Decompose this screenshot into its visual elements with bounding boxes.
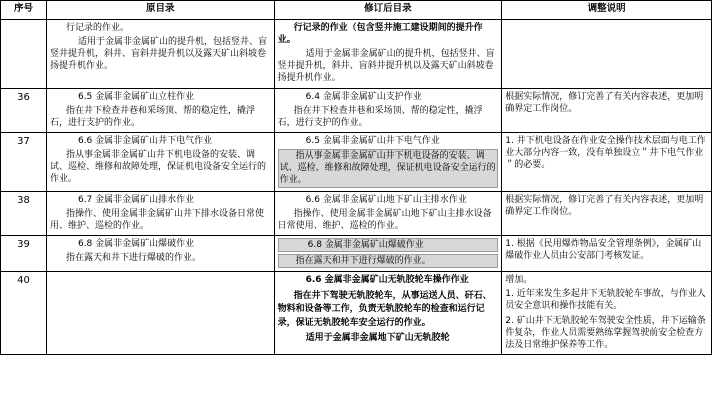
paragraph: 1. 近年来发生多起井下无轨胶轮车事故，与作业人员安全意识和操作技能有关。 [505,289,706,312]
revised-cell [274,88,502,132]
note-cell [502,235,712,271]
table-header-row [1,1,712,20]
paragraph: 6.5 金属非金属矿山井下电气作业 [305,135,440,146]
table-row [1,132,712,191]
column-header-no: 序号 [1,1,47,20]
original-cell [46,272,274,355]
revised-cell [274,272,502,355]
paragraph: 1. 根据《民用爆炸物品安全管理条例》，金属矿山爆破作业人员由公安部门考核发证。 [505,238,702,262]
paragraph: 指从事金属非金属矿山井下机电设备的安装、调试、巡检、维修和故障处理，保证机电设备安全运行的作业。 [49,150,266,185]
paragraph: 6.8 金属非金属矿山爆破作业 [77,238,195,249]
row-number: 36 [1,88,47,132]
note-cell [502,88,712,132]
paragraph: 6.4 金属非金属矿山支护作业 [305,91,422,102]
row-number: 40 [1,272,47,355]
table-header [1,1,712,20]
paragraph: 指操作、使用金属非金属矿山地下矿山主排水设备日常使用、维护、巡检的作业。 [277,208,492,231]
paragraph: 根据实际情况，修订完善了有关内容表述，更加明确界定工作岗位。 [505,194,704,217]
original-cell [46,132,274,191]
paragraph-highlighted: 指从事金属非金属矿山井下机电设备的安装、调试、巡检、维修和故障处理，保证机电设备安全运行的作业。 [278,149,499,187]
row-number [1,19,47,88]
paragraph: 6.7 金属非金属矿山排水作业 [77,194,195,205]
original-cell [46,88,274,132]
paragraph: 6.6 金属非金属矿山地下矿山主排水作业 [305,194,467,205]
paragraph: 指在井下驾驶无轨胶轮车，从事运送人员、矸石、物料和设备等工作，负责无轨胶轮车的检查和运行记录，保证无轨胶轮车安全运行的作业。 [277,290,492,328]
paragraph: 根据实际情况，修订完善了有关内容表述，更加明确界定工作岗位。 [505,91,704,114]
paragraph: 增加。 [505,275,533,286]
column-header-revised: 修订后目录 [274,1,502,20]
paragraph: 行记录的作业。 [65,22,129,33]
table-row [1,88,712,132]
paragraph: 2. 矿山井下无轨胶轮车驾驶安全性质，井下运输条件复杂，作业人员需要熟练掌握驾驶前安全检查方法及日常维护保养等工作。 [505,315,706,350]
paragraph: 1. 井下机电设备在作业安全操作技术层面与电工作业大部分内容一致，没有单独设立＂井下电气作业＂的必要。 [505,135,706,171]
table-row [1,272,712,355]
paragraph: 适用于金属非金属矿山的提升机，包括竖井、盲竖井提升机，斜井、盲斜井提升机以及露天矿山斜坡卷扬提升机作业。 [49,36,267,72]
paragraph: 指操作、使用金属非金属矿山井下排水设备日常使用、维护、巡检的作业。 [49,208,264,231]
revised-cell [274,19,502,88]
revised-cell [274,235,502,271]
paragraph: 适用于金属非金属地下矿山无轨胶轮 [305,333,450,344]
table-body [1,19,712,354]
paragraph: 适用于金属非金属矿山的提升机，包括竖井、盲竖井提升机，斜井、盲斜井提升机以及露天矿山斜坡卷扬提升机作业。 [277,49,495,84]
paragraph: 指在井下检查井巷和采场顶、帮的稳定性，撬浮石，进行支护的作业。 [277,105,483,128]
original-cell [46,235,274,271]
note-cell [502,191,712,235]
row-number: 39 [1,235,47,271]
note-cell [502,272,712,355]
original-cell [46,19,274,88]
paragraph: 6.6 金属非金属矿山井下电气作业 [77,135,213,146]
column-header-note: 调整说明 [502,1,712,20]
note-cell [502,132,712,191]
table-row [1,191,712,235]
revised-cell [274,191,502,235]
column-header-original: 原目录 [46,1,274,20]
paragraph-highlighted: 6.8 金属非金属矿山爆破作业 [278,238,499,252]
paragraph: 行记录的作业（包含竖井施工建设期间的提升作业。 [277,22,483,45]
row-number: 38 [1,191,47,235]
paragraph: 6.6 金属非金属矿山无轨胶轮车操作作业 [305,275,469,286]
table-row [1,19,712,88]
paragraph: 6.5 金属非金属矿山立柱作业 [77,91,195,102]
note-cell [502,19,712,88]
table-row [1,235,712,271]
revised-cell [274,132,502,191]
original-cell [46,191,274,235]
paragraph: 指在露天和井下进行爆破的作业。 [65,253,201,264]
row-number: 37 [1,132,47,191]
paragraph-highlighted: 指在露天和井下进行爆破的作业。 [278,254,499,268]
paragraph: 指在井下检查井巷和采场顶、帮的稳定性，撬浮石，进行支护的作业。 [49,105,255,128]
